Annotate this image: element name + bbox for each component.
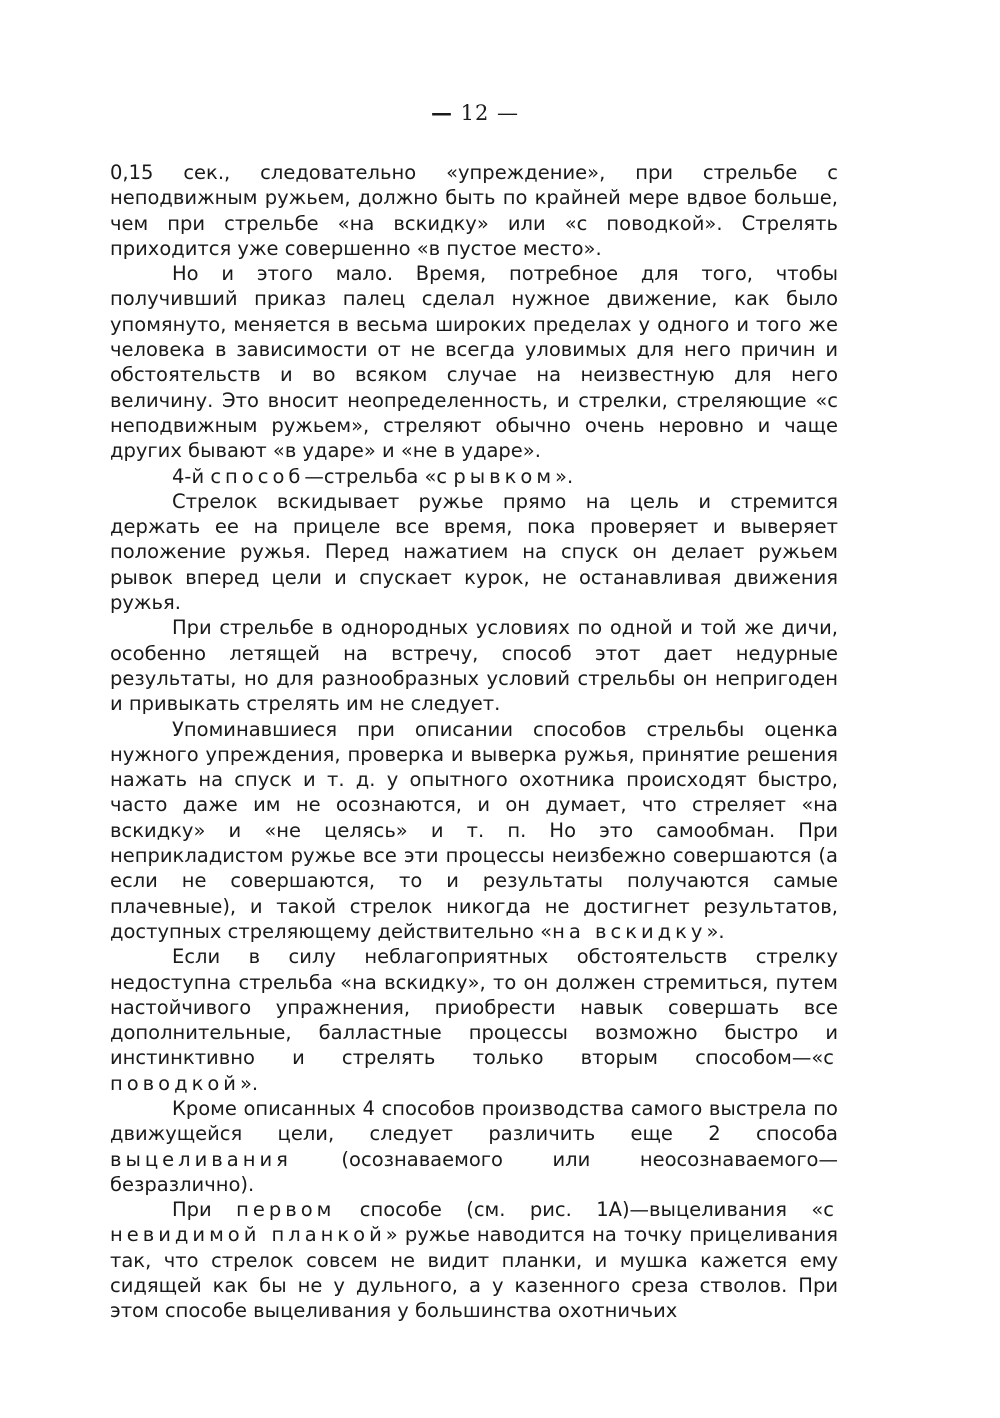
- paragraph-text: 0,15 сек., следовательно «упреждение», при стрельбе с неподвижным ружьем, должно быть по крайней мере вдвое больше, чем при стрельбе «на вскидку» или «с поводкой». Стрелять приходится уже совершенно «в пустое место».: [110, 161, 838, 260]
- spaced-term: с невидимой планкой: [110, 1198, 838, 1247]
- paragraph: [110, 160, 838, 261]
- spaced-term: на вскидку: [552, 919, 707, 943]
- spaced-term: выцеливания: [110, 1147, 292, 1171]
- paragraph-text: » ружье наводится на точку прицеливания так, что стрелок совсем не видит планки, и мушка кажется ему сидящей как бы не у дульного, а у казенного среза стволов. При этом способе выцеливания у большинства охотничьих: [110, 1223, 838, 1323]
- paragraph-text: Стрелок вскидывает ружье прямо на цель и стремится держать ее на прицеле все время, пока проверяет и выверяет положение ружья. Перед нажатием на спуск он делает ружьем рывок вперед цели и спускает курок, не останавливая движения ружья.: [110, 489, 838, 615]
- paragraph-text: ».: [706, 919, 725, 943]
- spaced-term: способ: [210, 464, 305, 488]
- paragraph: [110, 1096, 838, 1197]
- paragraph: [110, 489, 838, 615]
- spaced-term: с поводкой: [110, 1046, 838, 1095]
- spaced-term: рывком: [453, 464, 556, 488]
- page-number-right-dash: —: [497, 101, 520, 125]
- paragraph: [110, 1197, 838, 1323]
- paragraph-text: ».: [555, 464, 574, 488]
- paragraph: [110, 717, 838, 945]
- paragraph-text: (осознаваемого или неосознаваемого—безразлично).: [110, 1147, 838, 1196]
- page-number: 12: [460, 101, 490, 125]
- paragraph-text: Кроме описанных 4 способов производства самого выстрела по движущейся цели, следует различить еще 2 способа: [110, 1096, 838, 1146]
- paragraph-text: При стрельбе в однородных условиях по одной и той же дичи, особенно летящей на встречу, способ этот дает недурные результаты, но для разнообразных условий стрельбы он непригоден и привыкать стрелять им не следует.: [110, 616, 838, 716]
- paragraph: [110, 261, 838, 463]
- paragraph: [110, 615, 838, 716]
- paragraph-text: Если в силу неблагоприятных обстоятельств стрелку недоступна стрельба «на вскидку», то он должен стремиться, путем настойчивого упражнения, приобрести навык совершать все дополнительные, балластные процессы возможно быстро и инстинктивно и стрелять только вторым способом—«: [110, 945, 838, 1070]
- method-heading: [110, 464, 838, 489]
- spaced-term: первом: [236, 1198, 336, 1222]
- paragraph: [110, 944, 838, 1096]
- body-text: [110, 160, 838, 1324]
- paragraph-text: При: [172, 1198, 237, 1222]
- page-number-header: [0, 100, 950, 125]
- paragraph-text: ».: [239, 1071, 259, 1095]
- page-number-left-dash: —: [430, 100, 453, 125]
- paragraph-text: —стрельба «с: [304, 464, 454, 488]
- paragraph-text: Но и этого мало. Время, потребное для того, чтобы получивший приказ палец сделал нужное движение, как было упомянуто, меняется в весьма широких пределах у одного и того же человека в зависимости от не всегда уловимых для него причин и обстоятельств и во всяком случае на неизвестную для него величину. Это вносит неопределенность, и стрелки, стреляющие «с неподвижным ружьем», стреляют обычно очень неровно и чаще других бывают «в ударе» и «не в ударе».: [110, 262, 838, 463]
- paragraph-text: способе (см. рис. 1А)—выцеливания «: [335, 1198, 824, 1222]
- paragraph-text: 4-й: [172, 464, 211, 488]
- paragraph-text: Упоминавшиеся при описании способов стрельбы оценка нужного упреждения, проверка и выверка ружья, принятие решения нажать на спуск и т. д. у опытного охотника происходят быстро, часто даже им не осознаются, и он думает, что стреляет «на вскидку» и «не целясь» и т. п. Но это самообман. При неприкладистом ружье все эти процессы неизбежно совершаются (а если не совершаются, то и результаты получаются самые плачевные), и такой стрелок никогда не достигнет результатов, доступных стреляющему действительно «: [110, 717, 838, 943]
